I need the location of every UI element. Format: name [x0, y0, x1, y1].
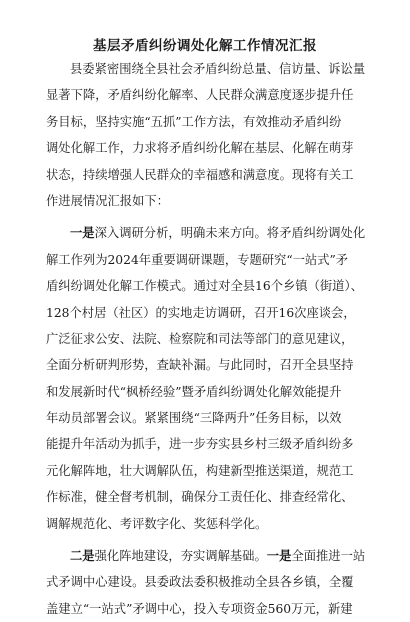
para2-lead-line: [46, 220, 370, 246]
para2-line: 广泛征求公安、法院、检察院和司法等部门的意见建议，: [46, 331, 354, 346]
para2-line: 128个村居（社区）的实地走访调研，召开16次座谈会，: [46, 305, 356, 320]
para2-lead-bold: 一是: [70, 225, 95, 241]
para2-lead-text: 深入调研分析，明确未来方向。将矛盾纠纷调处化: [94, 226, 366, 241]
para2-line: 作标准，健全督考机制，确保分工责任化、排查经常化、: [46, 490, 354, 505]
para3-line: 盖建立“一站式”矛调中心，投入专项资金560万元，新建: [46, 601, 353, 616]
para2-line: 元化解阵地，壮大调解队伍，构建新型推送渠道，规范工: [46, 463, 354, 478]
para2-line: 和发展新时代“枫桥经验”暨矛盾纠纷调处化解效能提升: [46, 384, 342, 399]
para2-line: 盾纠纷调处化解工作模式。通过对全县16个乡镇（街道）、: [46, 279, 363, 294]
para3-lead-text-2: 全面推进一站: [291, 549, 366, 564]
para3-line: 式矛调中心建设。县委政法委积极推动全县各乡镇，全覆: [46, 575, 354, 590]
para2-line: 年动员部署会议。紧紧围绕“三降两升”任务目标，以效: [46, 411, 342, 426]
para1-line: 显著下降，矛盾纠纷化解率、人民群众满意度逐步提升任: [46, 88, 354, 103]
para1-line: 务目标，坚持实施“五抓”工作方法，有效推动矛盾纠纷: [46, 114, 342, 129]
para2-line: 调解规范化、考评数字化、奖惩科学化。: [46, 516, 268, 531]
para1-line: 作进展情况汇报如下：: [46, 193, 169, 208]
para3-lead-bold-2: 一是: [266, 548, 292, 564]
document-title: 基层矛盾纠纷调处化解工作情况汇报: [93, 38, 317, 54]
para1-line: 调处化解工作，力求将矛盾纠纷化解在基层、化解在萌芽: [46, 141, 354, 156]
para3-lead-line: [46, 543, 370, 569]
para1-line: 县委紧密围绕全县社会矛盾纠纷总量、信访量、诉讼量: [70, 62, 366, 76]
para3-lead-text: 强化阵地建设，夯实调解基础。: [94, 549, 267, 564]
para2-line: 全面分析研判形势，查缺补漏。与此同时，召开全县坚持: [46, 358, 354, 373]
document-body: [46, 56, 370, 622]
para2-line: 解工作列为2024年重要调研课题，专题研究“一站式”矛: [46, 252, 349, 267]
para2-line: 能提升年活动为抓手，进一步夯实县乡村三级矛盾纠纷多: [46, 437, 354, 452]
para1-line: 状态，持续增强人民群众的幸福感和满意度。现将有关工: [46, 167, 354, 182]
para3-lead-bold: 二是: [70, 548, 95, 564]
